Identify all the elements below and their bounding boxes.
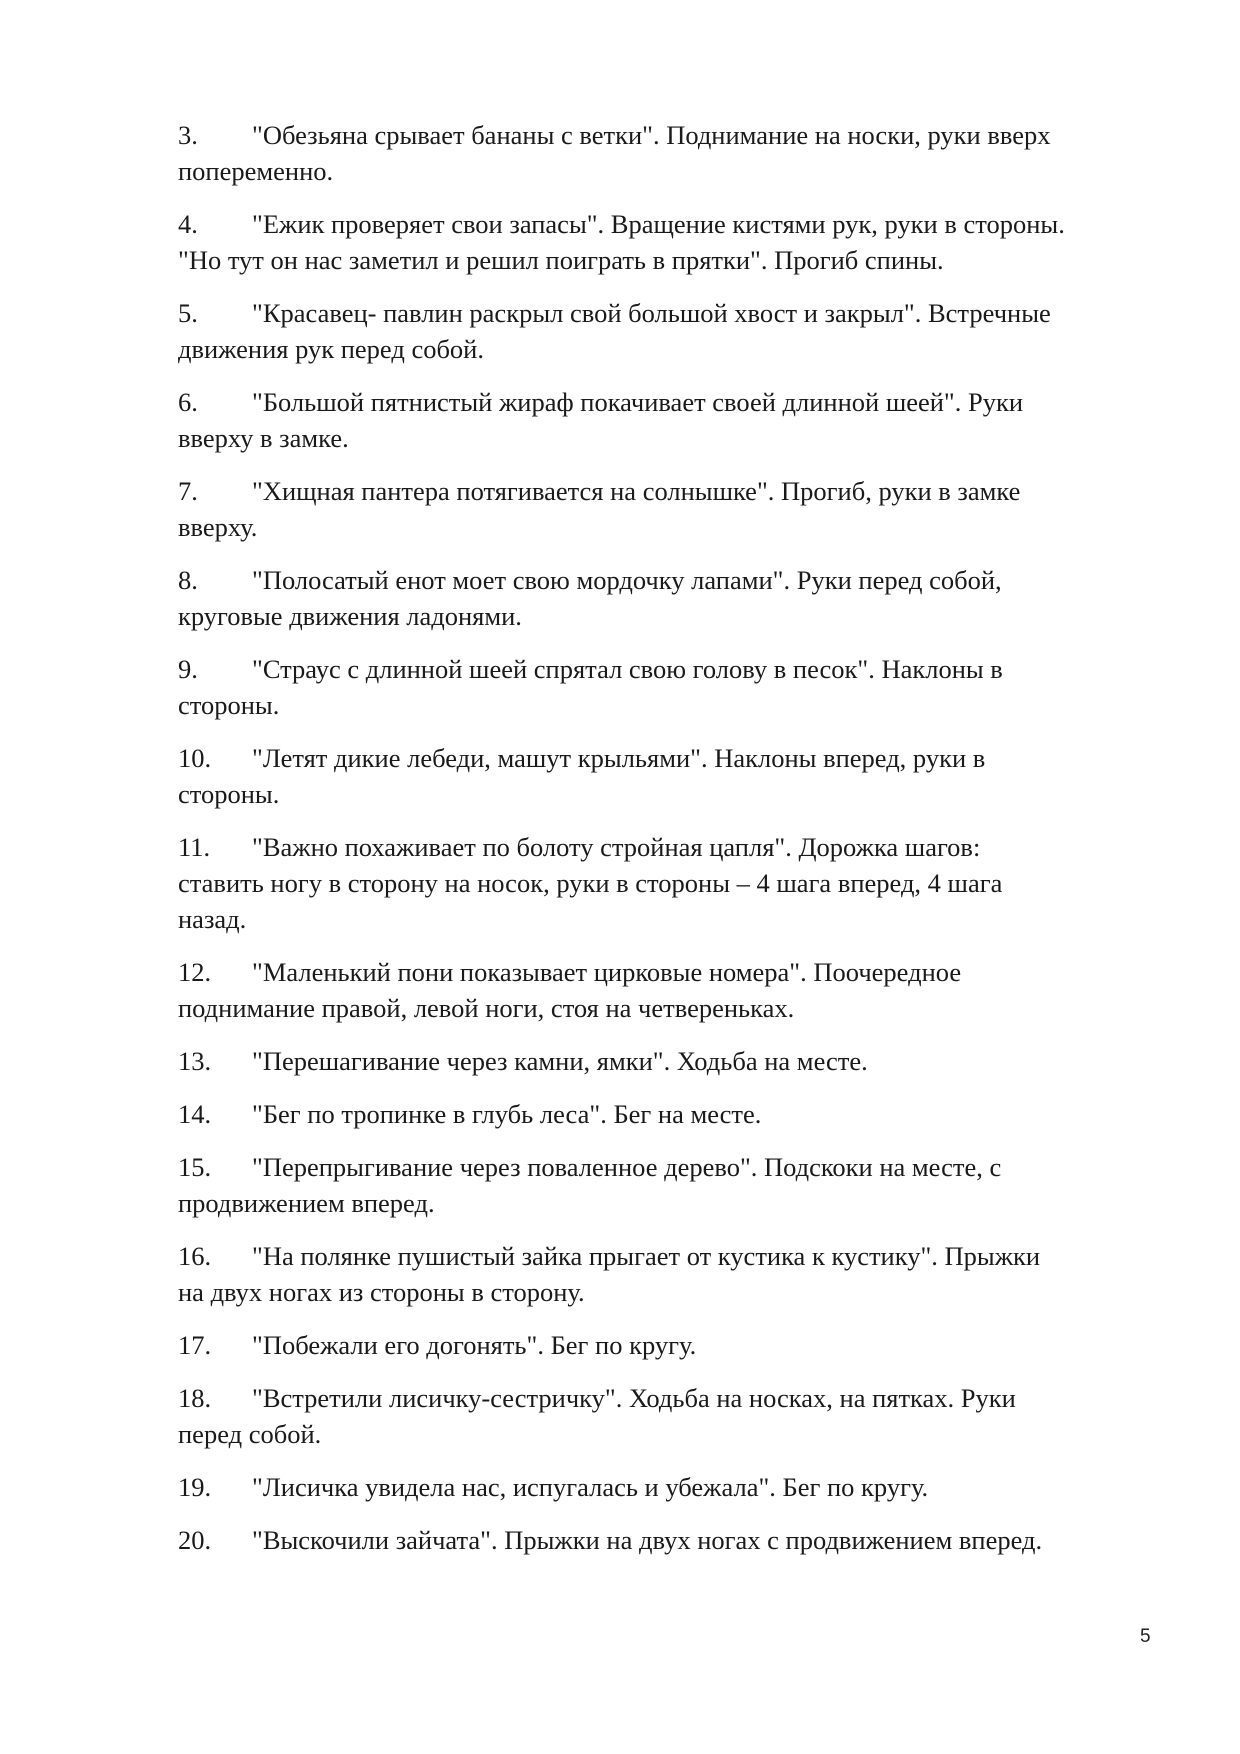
- list-item: [178, 473, 1158, 545]
- item-text: "Красавец- павлин раскрыл свой большой хвост и закрыл". Встречные: [252, 298, 1051, 328]
- item-text: "Полосатый енот моет свою мордочку лапами". Руки перед собой,: [252, 565, 1002, 595]
- list-item: [178, 1469, 1158, 1505]
- list-item: [178, 384, 1158, 456]
- item-text: "Обезьяна срывает бананы с ветки". Поднимание на носки, руки вверх: [252, 120, 1051, 150]
- item-text-continuation: ставить ногу в сторону на носок, руки в стороны – 4 шага вперед, 4 шага: [178, 868, 1003, 898]
- list-item: [178, 740, 1158, 812]
- page-number: 5: [1140, 1626, 1151, 1647]
- item-number: 3.: [178, 120, 198, 150]
- item-number: 18.: [178, 1383, 212, 1413]
- list-item: [178, 1238, 1158, 1310]
- item-text-continuation: поднимание правой, левой ноги, стоя на четвереньках.: [178, 993, 795, 1023]
- item-text: "Ежик проверяет свои запасы". Вращение кистями рук, руки в стороны.: [252, 209, 1065, 239]
- item-text-continuation: "Но тут он нас заметил и решил поиграть в прятки". Прогиб спины.: [178, 245, 944, 275]
- item-text: "Страус с длинной шеей спрятал свою голову в песок". Наклоны в: [252, 654, 1003, 684]
- list-item: [178, 1327, 1158, 1363]
- item-number: 13.: [178, 1046, 212, 1076]
- list-item: [178, 1043, 1158, 1079]
- item-text: "Встретили лисичку-сестричку". Ходьба на носках, на пятках. Руки: [252, 1383, 1016, 1413]
- item-text-continuation: перед собой.: [178, 1419, 322, 1449]
- item-text: "Перешагивание через камни, ямки". Ходьба на месте.: [252, 1046, 868, 1076]
- list-item: [178, 117, 1158, 189]
- item-number: 16.: [178, 1241, 212, 1271]
- item-text-continuation: вверху.: [178, 512, 258, 542]
- item-text-continuation: движения рук перед собой.: [178, 334, 484, 364]
- item-number: 11.: [178, 832, 211, 862]
- item-text-continuation: попеременно.: [178, 156, 334, 186]
- item-text-continuation: круговые движения ладонями.: [178, 601, 522, 631]
- item-text: "Важно похаживает по болоту стройная цапля". Дорожка шагов:: [252, 832, 981, 862]
- item-number: 15.: [178, 1152, 212, 1182]
- item-number: 17.: [178, 1330, 212, 1360]
- item-number: 14.: [178, 1099, 212, 1129]
- item-number: 19.: [178, 1472, 212, 1502]
- item-number: 5.: [178, 298, 198, 328]
- list-item: [178, 1522, 1158, 1558]
- item-text-continuation: на двух ногах из стороны в сторону.: [178, 1277, 585, 1307]
- list-item: [178, 562, 1158, 634]
- list-item: [178, 829, 1158, 937]
- item-text: "Выскочили зайчата". Прыжки на двух ногах с продвижением вперед.: [252, 1525, 1043, 1555]
- item-text-continuation: назад.: [178, 904, 247, 934]
- item-number: 7.: [178, 476, 198, 506]
- item-number: 8.: [178, 565, 198, 595]
- item-text-continuation: стороны.: [178, 779, 280, 809]
- item-number: 10.: [178, 743, 212, 773]
- item-text-continuation: стороны.: [178, 690, 280, 720]
- item-text: "На полянке пушистый зайка прыгает от кустика к кустику". Прыжки: [252, 1241, 1041, 1271]
- item-text: "Побежали его догонять". Бег по кругу.: [252, 1330, 697, 1360]
- list-item: [178, 1149, 1158, 1221]
- list-item: [178, 1380, 1158, 1452]
- item-text: "Бег по тропинке в глубь леса". Бег на месте.: [252, 1099, 762, 1129]
- item-text: "Маленький пони показывает цирковые номера". Поочередное: [252, 957, 962, 987]
- item-text: "Большой пятнистый жираф покачивает своей длинной шеей". Руки: [252, 387, 1024, 417]
- list-item: [178, 1096, 1158, 1132]
- item-number: 6.: [178, 387, 198, 417]
- exercise-list: [178, 117, 1158, 1575]
- item-number: 12.: [178, 957, 212, 987]
- list-item: [178, 206, 1158, 278]
- item-text: "Лисичка увидела нас, испугалась и убежала". Бег по кругу.: [252, 1472, 929, 1502]
- list-item: [178, 295, 1158, 367]
- item-text: "Перепрыгивание через поваленное дерево". Подскоки на месте, с: [252, 1152, 1002, 1182]
- item-text: "Хищная пантера потягивается на солнышке". Прогиб, руки в замке: [252, 476, 1021, 506]
- item-number: 4.: [178, 209, 198, 239]
- item-text: "Летят дикие лебеди, машут крыльями". Наклоны вперед, руки в: [252, 743, 986, 773]
- list-item: [178, 954, 1158, 1026]
- item-number: 9.: [178, 654, 198, 684]
- item-text-continuation: продвижением вперед.: [178, 1188, 435, 1218]
- item-text-continuation: вверху в замке.: [178, 423, 349, 453]
- list-item: [178, 651, 1158, 723]
- item-number: 20.: [178, 1525, 212, 1555]
